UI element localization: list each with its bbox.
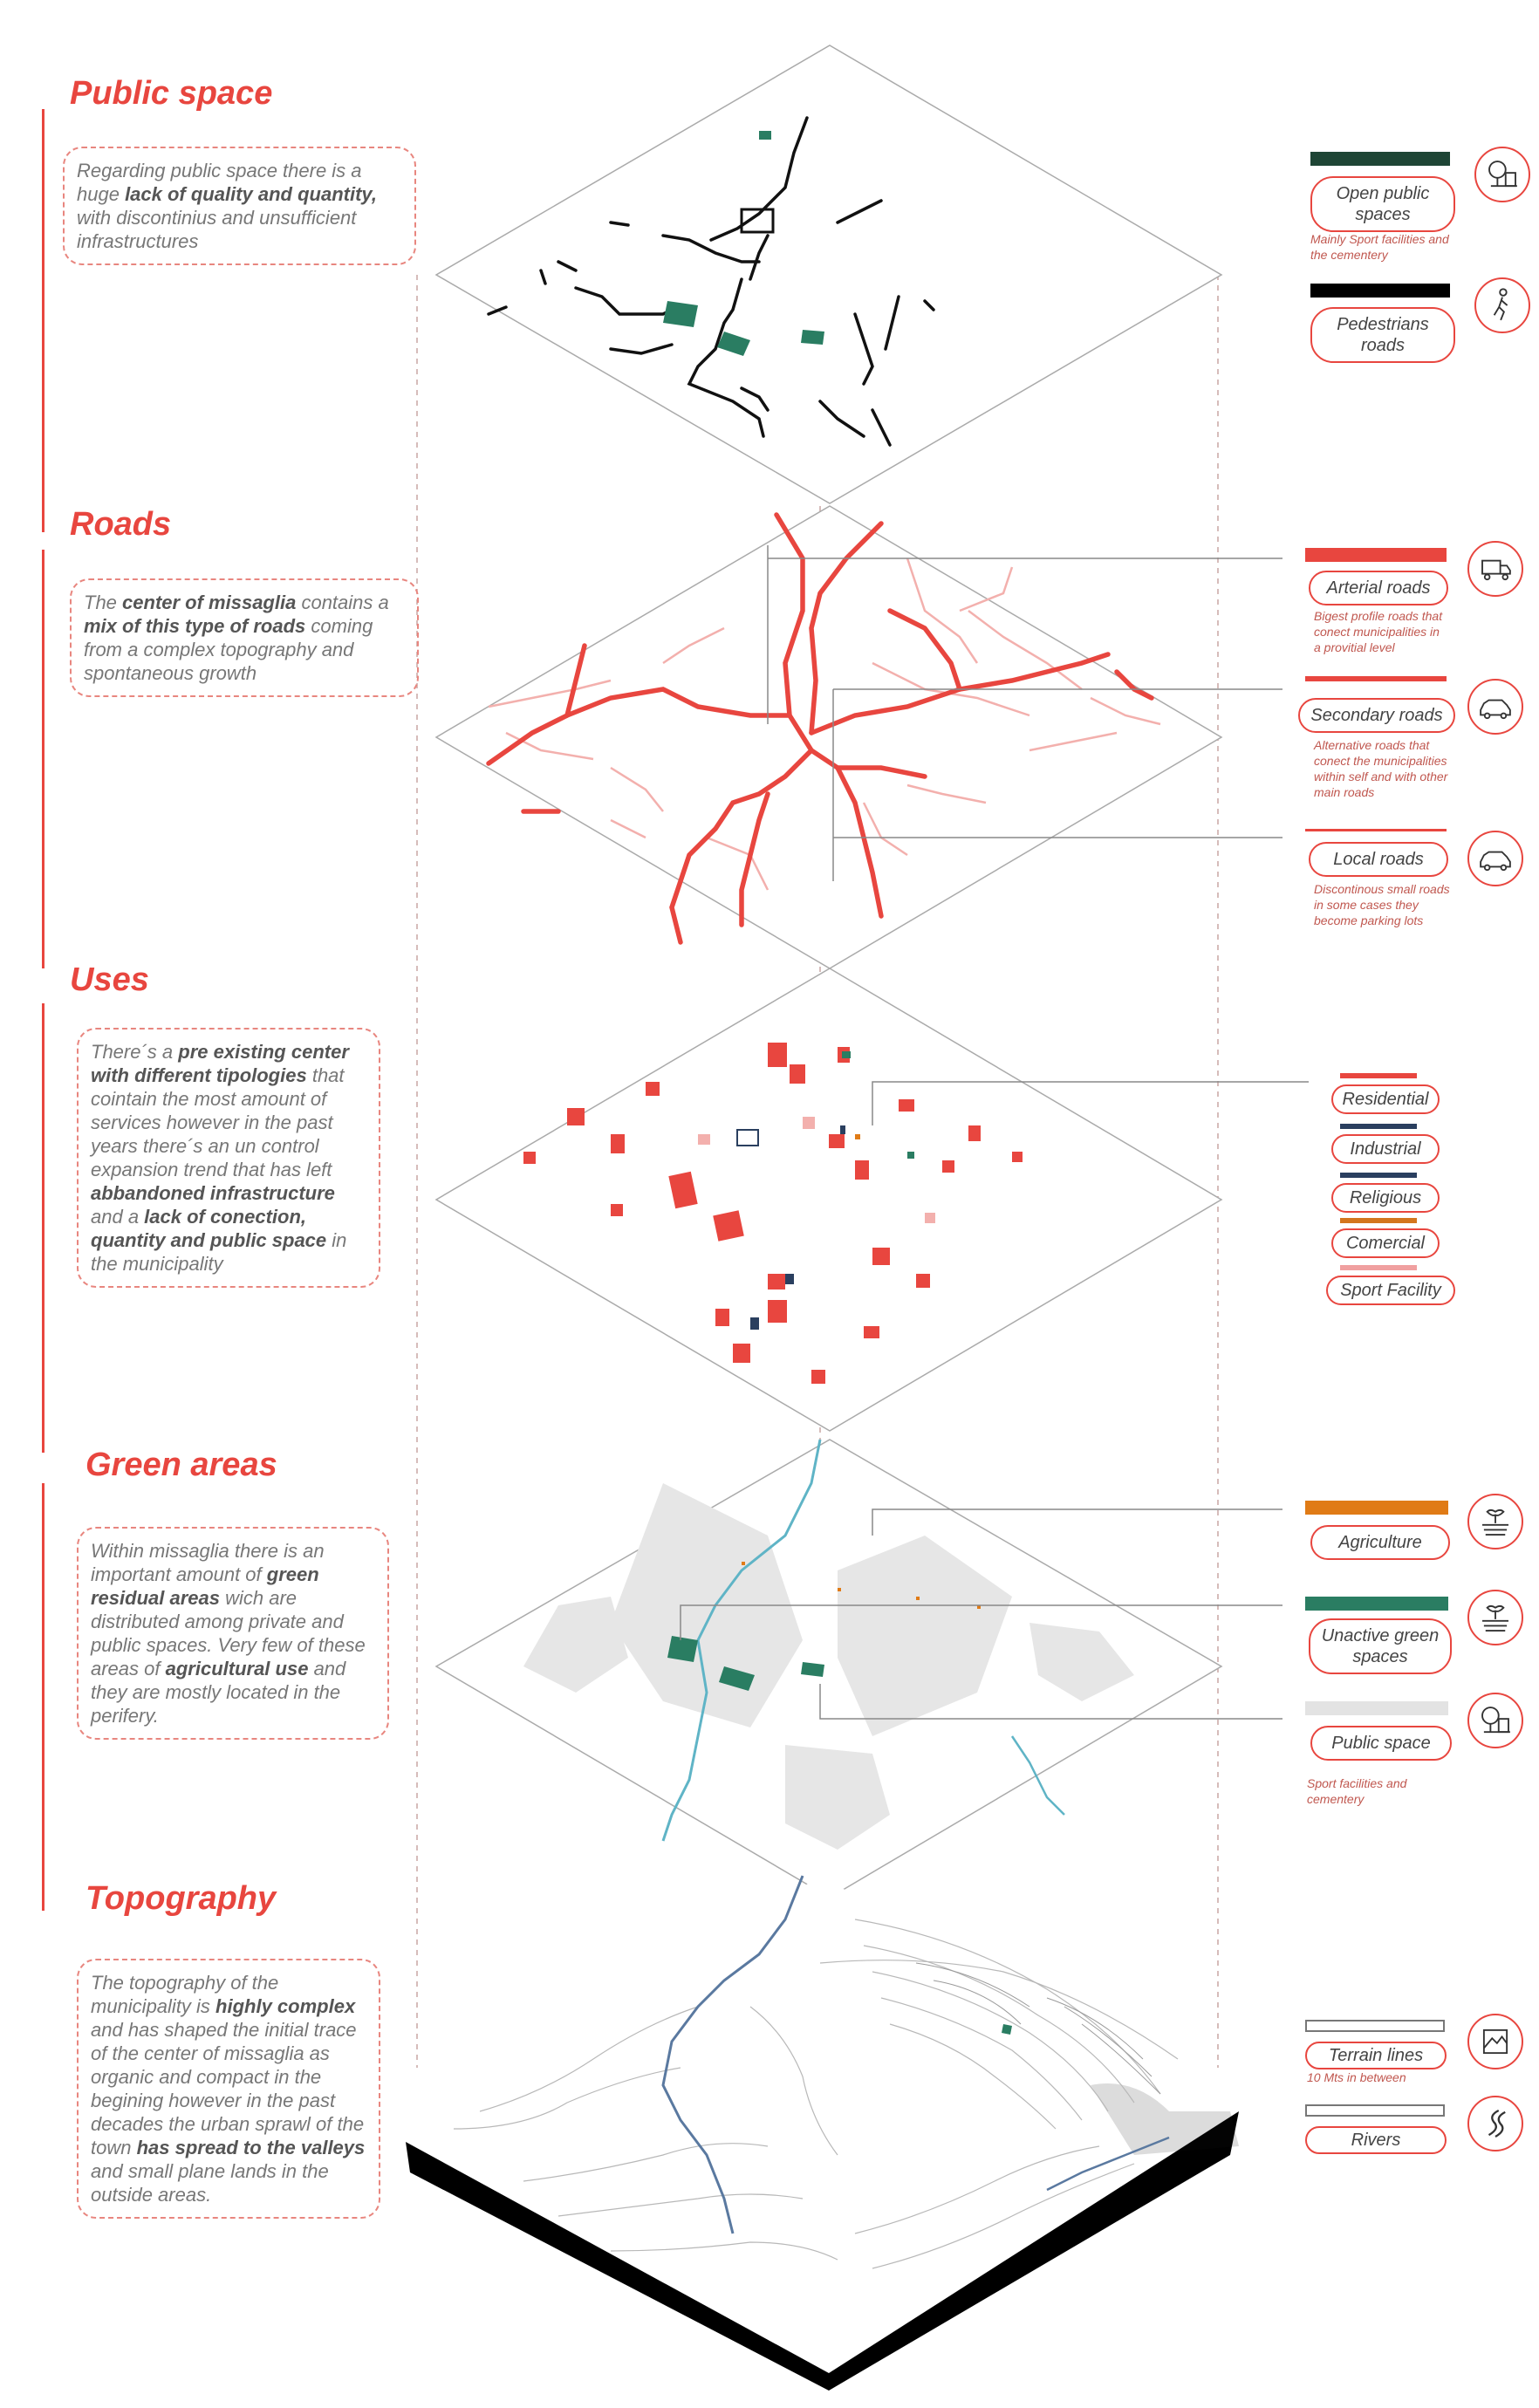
note-open-public: Mainly Sport facilities and the cementery [1310, 232, 1449, 262]
legend-bar-unactive-green [1305, 1597, 1448, 1611]
layer-topography [406, 1876, 1239, 2391]
legend-bar-public-space [1305, 1701, 1448, 1715]
legend-agriculture: Agriculture [1310, 1525, 1450, 1560]
legend-industrial: Industrial [1331, 1134, 1440, 1164]
legend-bar-terrain [1305, 2020, 1445, 2032]
layer-roads [436, 506, 1282, 968]
legend-bar-comercial [1340, 1218, 1417, 1223]
note-secondary: Alternative roads that conect the municipalities within self and with other main roads [1314, 738, 1448, 799]
note-public-space: Sport facilities and cementery [1307, 1776, 1407, 1806]
desc-public-space: Regarding public space there is a huge lack of quality and quantity, with discontinius and unsufficient infrastructures [63, 147, 416, 265]
legend-pedestrians-roads: Pedestrians roads [1310, 307, 1455, 363]
title-uses: Uses [70, 961, 149, 998]
legend-bar-agriculture [1305, 1501, 1448, 1515]
car-icon [1467, 831, 1523, 886]
desc-topography: The topography of the municipality is highly complex and has shaped the initial trace of the center of missaglia as organic and compact in the begining however in the past decades the urban sprawl of the town has spread to the valleys and small plane lands in the outside areas. [77, 1959, 380, 2219]
legend-bar-secondary [1305, 676, 1447, 681]
legend-comercial: Comercial [1331, 1228, 1440, 1258]
tree-building-icon [1467, 1693, 1523, 1748]
legend-sport-facility: Sport Facility [1326, 1276, 1455, 1305]
legend-terrain-lines: Terrain lines [1305, 2042, 1447, 2069]
legend-bar-residential [1340, 1073, 1417, 1078]
note-terrain: 10 Mts in between [1307, 2070, 1406, 2084]
terrain-icon [1467, 2014, 1523, 2069]
legend-open-public-spaces: Open public spaces [1310, 176, 1455, 232]
desc-uses: There´s a pre existing center with different tipologies that cointain the most amount of services however in the past years there´s an un control expansion trend that has left abbandoned infrastructure and a lack of conection, quantity and public space in the municipality [77, 1028, 380, 1288]
note-local: Discontinous small roads in some cases they become parking lots [1314, 882, 1450, 927]
legend-bar-industrial [1340, 1124, 1417, 1129]
desc-roads: The center of missaglia contains a mix of this type of roads coming from a complex topography and spontaneous growth [70, 578, 419, 697]
layer-public-space [436, 45, 1221, 503]
river-icon [1467, 2096, 1523, 2151]
legend-bar-religious [1340, 1173, 1417, 1178]
car-icon [1467, 679, 1523, 735]
brace-uses [42, 1003, 44, 1453]
tree-building-icon [1474, 147, 1530, 202]
layer-green [436, 1440, 1282, 1898]
legend-residential: Residential [1331, 1084, 1440, 1114]
legend-bar-local [1305, 829, 1447, 831]
field-plant-icon [1467, 1590, 1523, 1645]
note-arterial: Bigest profile roads that conect municipalities in a provitial level [1314, 609, 1443, 654]
title-topography: Topography [86, 1880, 277, 1917]
legend-bar-rivers [1305, 2104, 1445, 2117]
legend-religious: Religious [1331, 1183, 1440, 1213]
legend-secondary-roads: Secondary roads [1298, 698, 1455, 733]
walking-person-icon [1474, 277, 1530, 333]
legend-bar-arterial [1305, 548, 1447, 562]
legend-arterial-roads: Arterial roads [1309, 571, 1448, 605]
brace-roads [42, 550, 44, 968]
desc-green-areas: Within missaglia there is an important amount of green residual areas wich are distributed among private and public spaces. Very few of these areas of agricultural use and they are mostly located in the perifery. [77, 1527, 389, 1740]
legend-bar-sport [1340, 1265, 1417, 1270]
layer-uses [436, 968, 1309, 1431]
field-plant-icon [1467, 1494, 1523, 1549]
title-public-space: Public space [70, 75, 273, 112]
brace-public-space [42, 109, 44, 532]
truck-icon [1467, 541, 1523, 597]
legend-public-space: Public space [1310, 1726, 1452, 1761]
brace-green [42, 1483, 44, 1911]
legend-unactive-green-spaces: Unactive green spaces [1309, 1618, 1452, 1674]
legend-local-roads: Local roads [1309, 842, 1448, 877]
legend-bar-open-public [1310, 152, 1450, 166]
title-green-areas: Green areas [86, 1447, 277, 1483]
legend-rivers: Rivers [1305, 2126, 1447, 2154]
title-roads: Roads [70, 506, 172, 543]
legend-bar-pedestrian [1310, 284, 1450, 298]
